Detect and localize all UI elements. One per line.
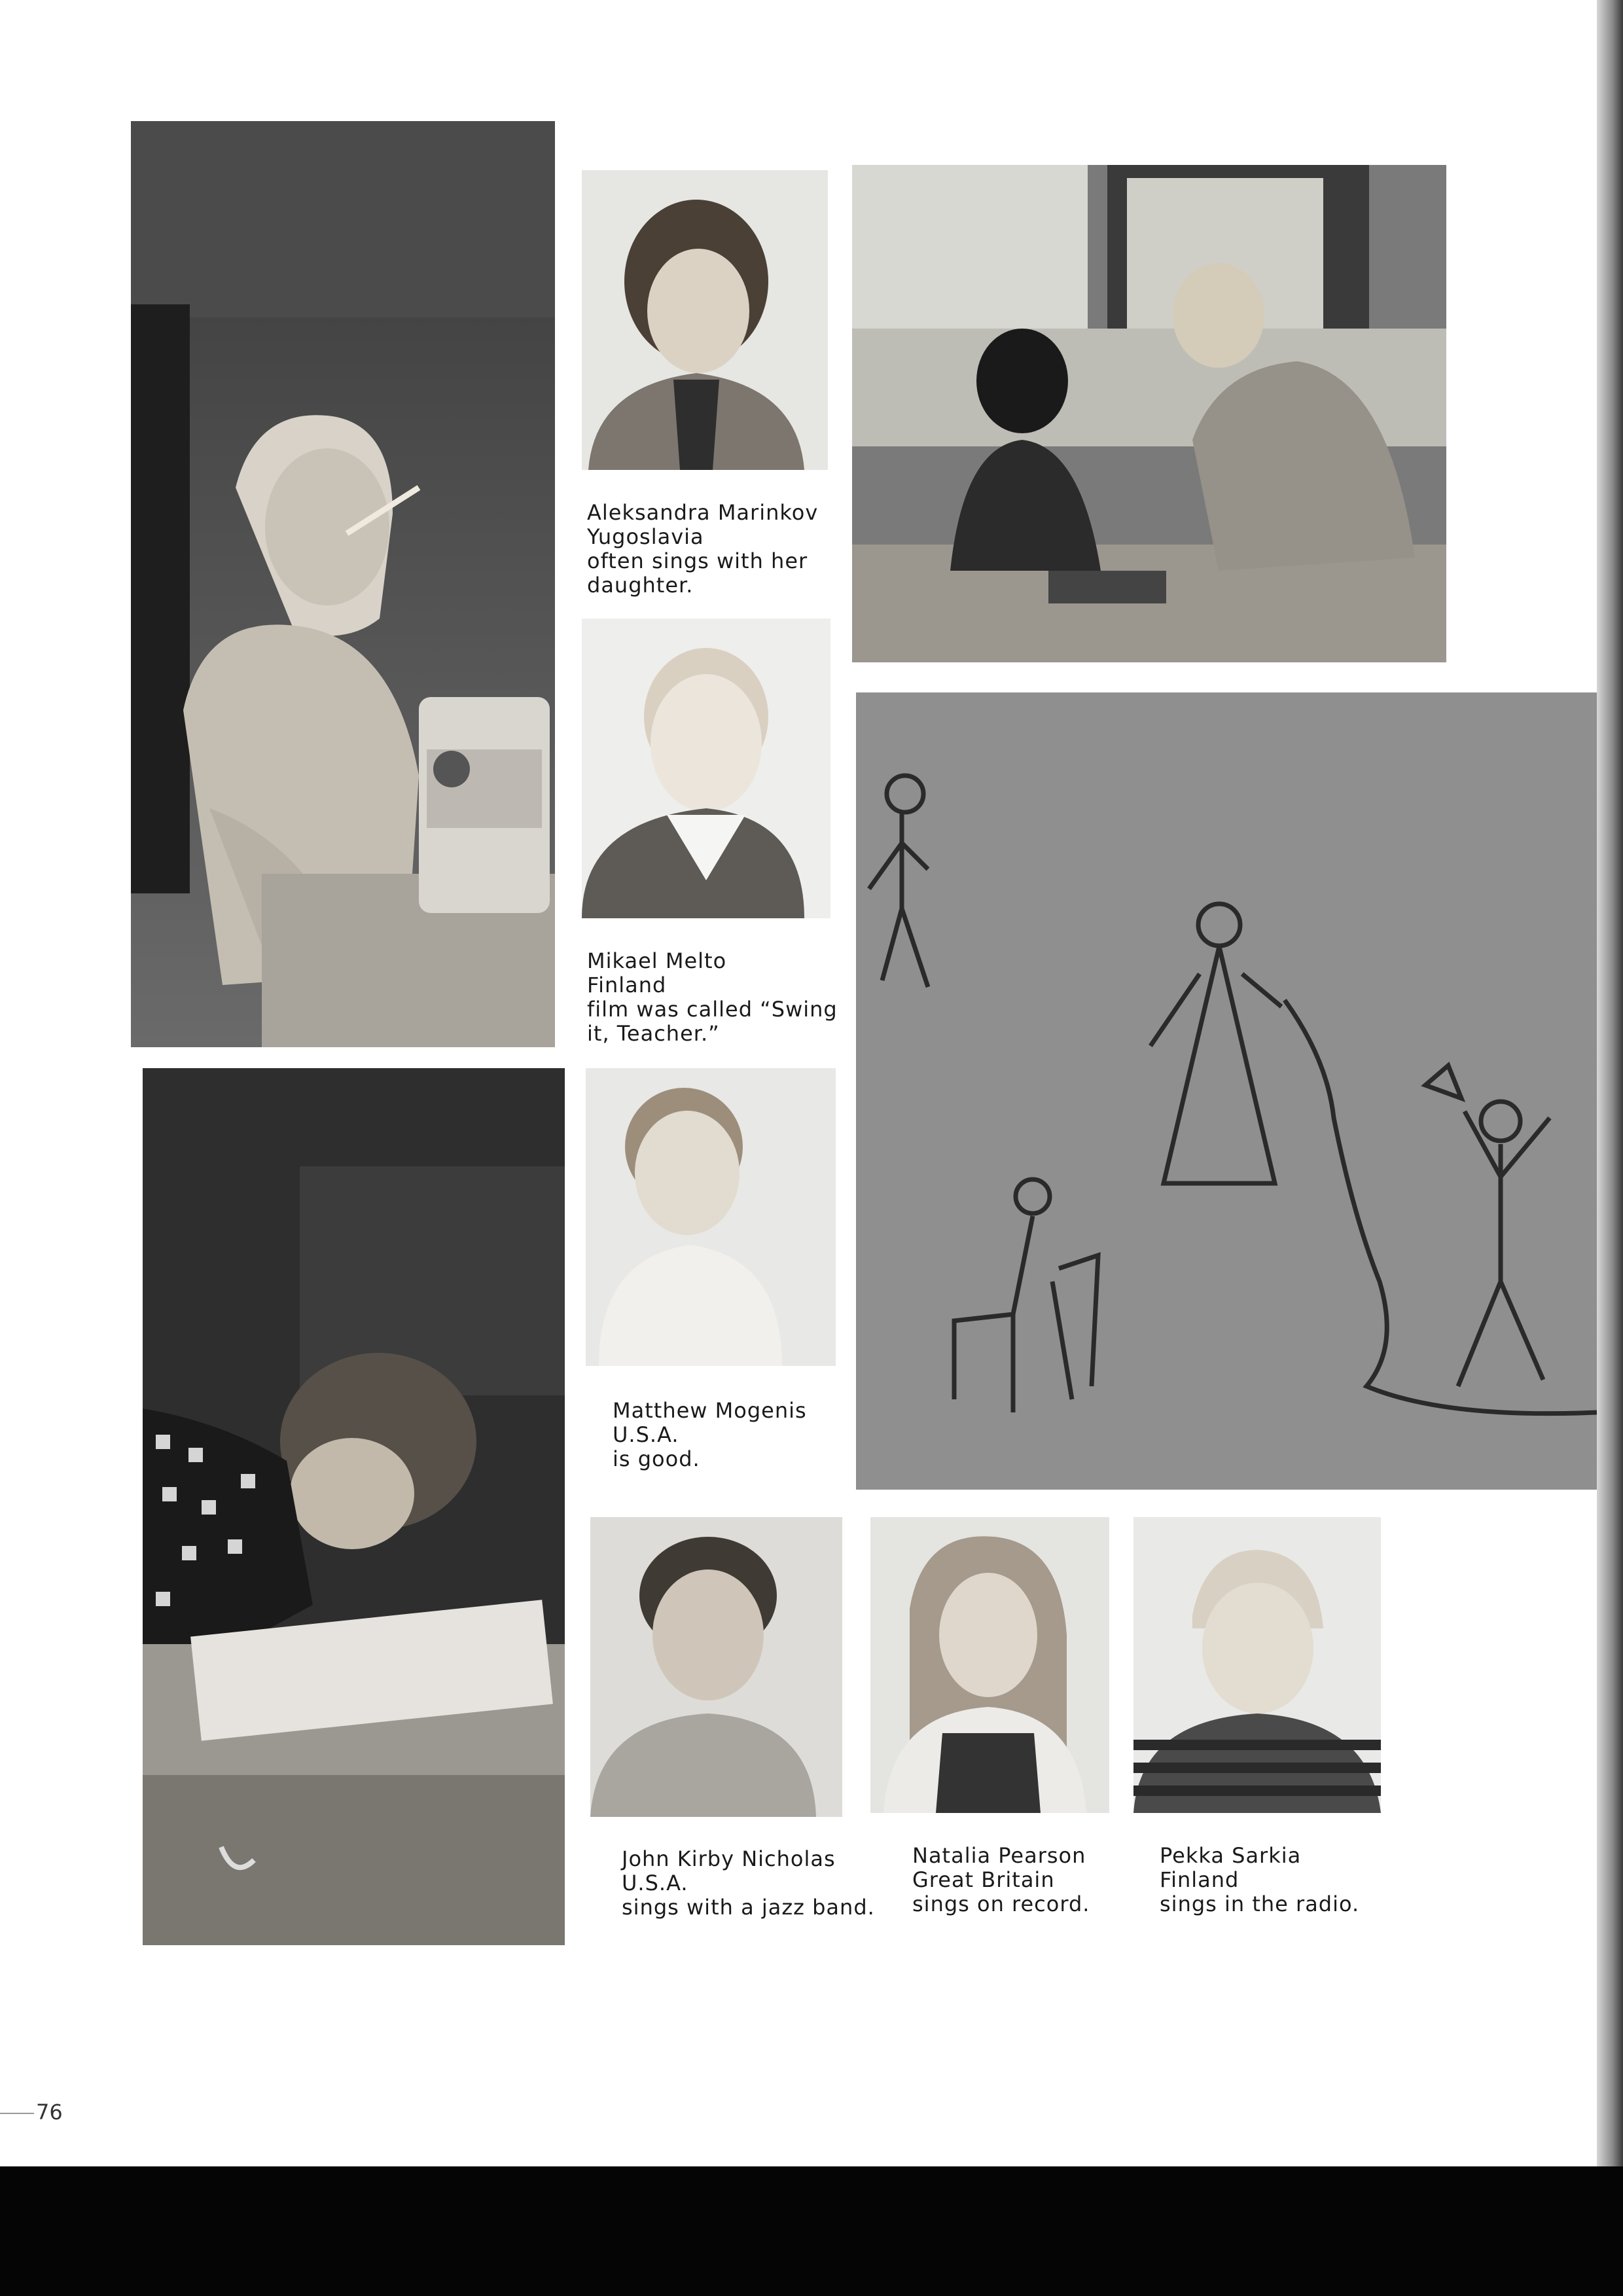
child-writing-icon [143,1068,565,1945]
portrait-caption-line: sings in the radio. [1160,1892,1360,1916]
page-number-rule [0,2113,34,2114]
portrait-caption-line: film was called “Swing [587,997,838,1022]
page-edge-shadow [1597,0,1623,2166]
girl-drinking-at-table-icon [131,121,555,1047]
portrait-girl-icon [870,1517,1109,1813]
portrait-name: Natalia Pearson [912,1843,1086,1868]
portrait-caption-line: often sings with her [587,548,808,573]
portrait-girl-icon [582,170,828,470]
caption-natalia-pearson [912,1844,1090,1916]
caption-john-kirby-nicholas [622,1847,875,1920]
drawing-family [856,692,1597,1490]
portrait-caption-line: daughter. [587,573,694,598]
portrait-boy-icon [582,619,830,918]
photo-child-writing [143,1068,565,1945]
photo-boys-at-table [852,165,1446,662]
portrait-country: Yugoslavia [587,524,704,549]
portrait-natalia-pearson [870,1517,1109,1813]
portrait-name: Mikael Melto [587,948,727,973]
portrait-caption-line: sings on record. [912,1892,1090,1916]
page-number: 76 [36,2100,63,2125]
portrait-name: John Kirby Nicholas [622,1846,836,1871]
caption-matthew-mogenis [613,1399,807,1471]
portrait-mikael-melto [582,619,830,918]
portrait-country: U.S.A. [622,1871,688,1895]
portrait-matthew-mogenis [586,1068,836,1366]
portrait-boy-icon [590,1517,842,1817]
portrait-boy-icon [586,1068,836,1366]
portrait-boy-icon [1133,1517,1381,1813]
photo-girl-drinking [131,121,555,1047]
caption-pekka-sarkia [1160,1844,1359,1916]
portrait-pekka-sarkia [1133,1517,1381,1813]
portrait-aleksandra-marinkov [582,170,828,470]
portrait-country: Finland [1160,1867,1240,1892]
portrait-caption-line: sings with a jazz band. [622,1895,875,1920]
scan-bottom-border [0,2166,1623,2296]
portrait-john-kirby-nicholas [590,1517,842,1817]
portrait-country: U.S.A. [613,1422,679,1447]
caption-mikael-melto [587,949,838,1046]
portrait-name: Aleksandra Marinkov [587,500,819,525]
crayon-drawing-icon [856,692,1597,1490]
portrait-country: Finland [587,973,667,997]
portrait-country: Great Britain [912,1867,1055,1892]
caption-aleksandra-marinkov [587,501,818,598]
boys-working-at-table-icon [852,165,1446,662]
portrait-caption-line: it, Teacher.” [587,1021,720,1046]
portrait-caption-line: is good. [613,1446,700,1471]
portrait-name: Pekka Sarkia [1160,1843,1302,1868]
portrait-name: Matthew Mogenis [613,1398,807,1423]
